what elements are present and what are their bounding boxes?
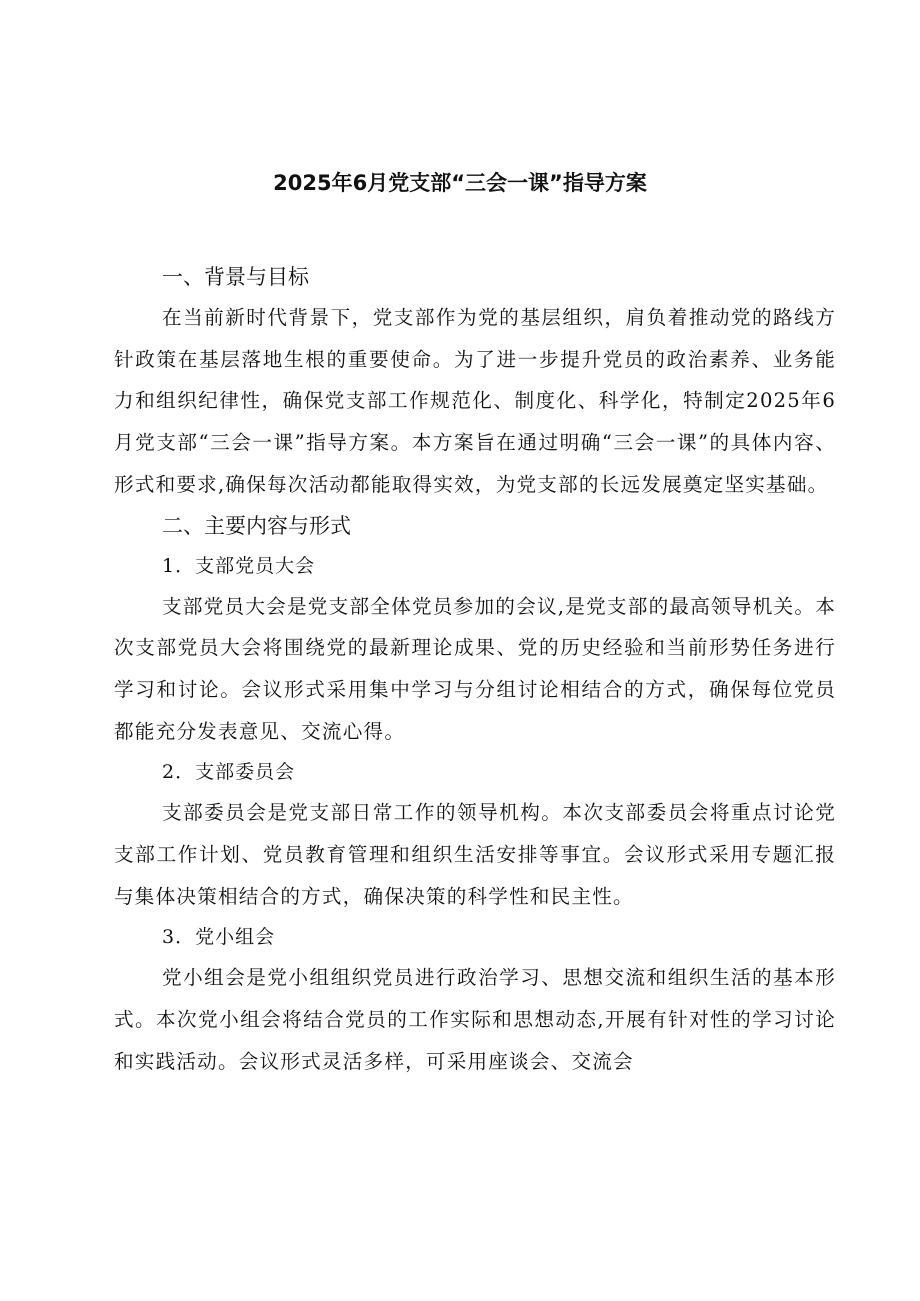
paragraph-branch-committee: 支部委员会是党支部日常工作的领导机构。本次支部委员会将重点讨论党支部工作计划、党员教育管理和组织生活安排等事宜。会议形式采用专题汇报与集体决策相结合的方式，确保决策的科学性和民主性。 bbox=[114, 801, 836, 908]
section-heading-background: 一、背景与目标 bbox=[162, 265, 309, 289]
section-heading-content: 二、主要内容与形式 bbox=[162, 513, 351, 538]
subheading-party-group-meeting: 3．党小组会 bbox=[162, 926, 276, 949]
document-title: 2025年6月党支部“三会一课”指导方案 bbox=[273, 171, 647, 195]
subheading-party-member-meeting: 1．支部党员大会 bbox=[162, 554, 316, 577]
paragraph-background: 在当前新时代背景下，党支部作为党的基层组织，肩负着推动党的路线方针政策在基层落地生根的重要使命。为了进一步提升党员的政治素养、业务能力和组织纪律性，确保党支部工作规范化、制度化、科学化，特制定2025年6月党支部“三会一课”指导方案。本方案旨在通过明确“三会一课”的具体内容、形式和要求,确保每次活动都能取得实效，为党支部的长远发展奠定坚实基础。 bbox=[114, 306, 836, 496]
paragraph-party-member-meeting: 支部党员大会是党支部全体党员参加的会议,是党支部的最高领导机关。本次支部党员大会将围绕党的最新理论成果、党的历史经验和当前形势任务进行学习和讨论。会议形式采用集中学习与分组讨论相结合的方式，确保每位党员都能充分发表意见、交流心得。 bbox=[114, 594, 836, 743]
paragraph-party-group-meeting: 党小组会是党小组组织党员进行政治学习、思想交流和组织生活的基本形式。本次党小组会将结合党员的工作实际和思想动态,开展有针对性的学习讨论和实践活动。会议形式灵活多样，可采用座谈会、交流会 bbox=[114, 966, 836, 1073]
subheading-branch-committee: 2．支部委员会 bbox=[162, 761, 296, 784]
document-body bbox=[114, 257, 836, 1083]
